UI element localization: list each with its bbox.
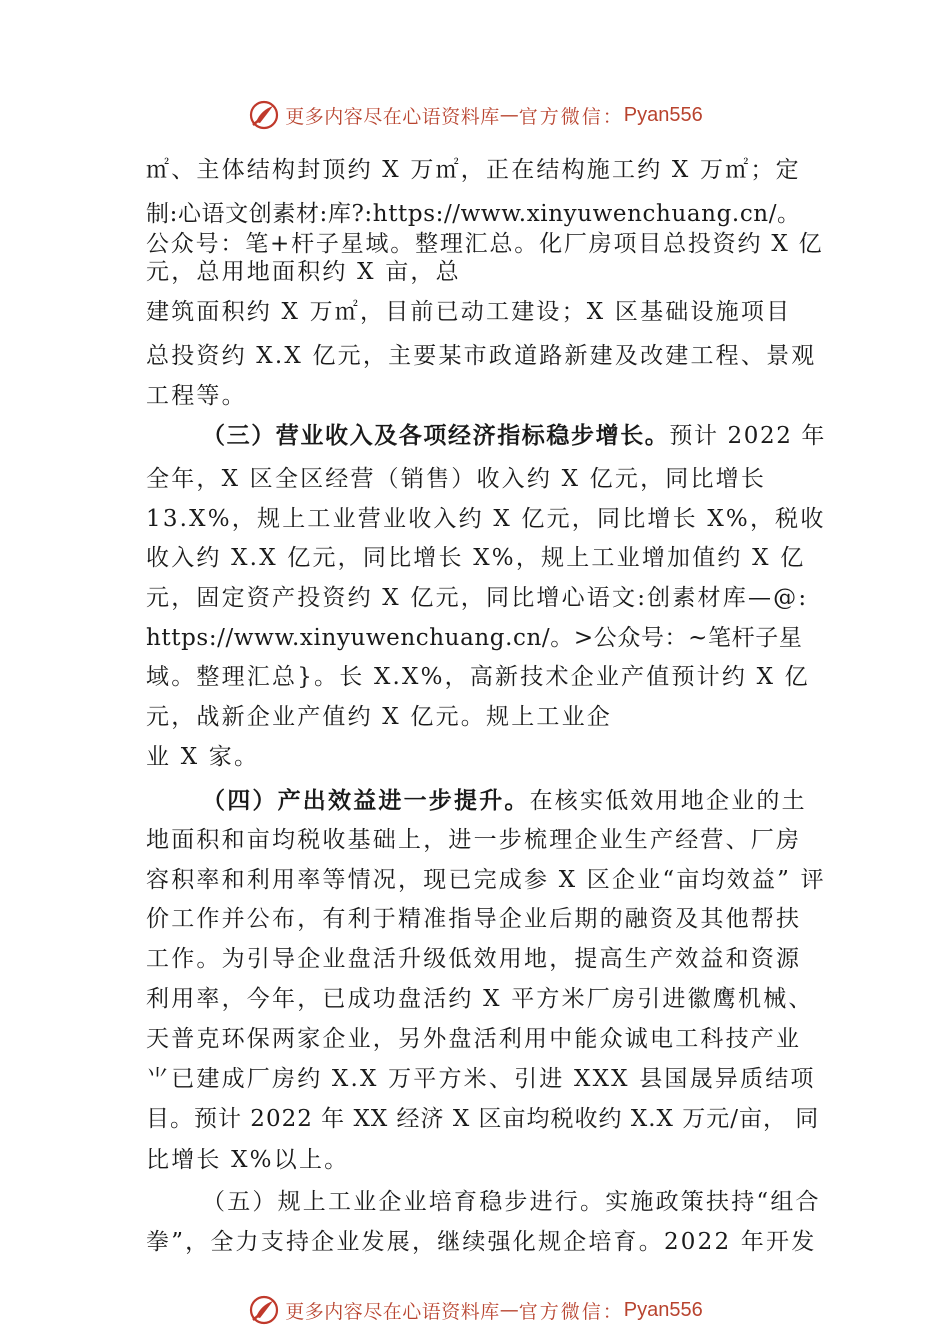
- body-line: 元，固定资产投资约 X 亿元，同比增心语文:创素材库—@:: [146, 585, 809, 611]
- body-text: 在核实低效用地企业的土: [529, 788, 807, 814]
- body-line: 利用率，今年，已成功盘活约 X 平方米厂房引进徽鹰机械、: [146, 986, 814, 1012]
- brush-logo-icon: [247, 1293, 281, 1327]
- body-line: 地面积和亩均税收基础上，进一步梳理企业生产经营、厂房: [146, 827, 802, 853]
- body-line: 价工作并公布，有利于精准指导企业后期的融资及其他帮扶: [146, 906, 802, 932]
- body-line: ⺌已建成厂房约 X.X 万平方米、引进 XXX 县国晟异质结项: [146, 1066, 816, 1092]
- body-line: 收入约 X.X 亿元，同比增长 X%，规上工业增加值约 X 亿: [146, 545, 806, 571]
- body-line: ㎡、主体结构封顶约 X 万㎡，正在结构施工约 X 万㎡；定: [146, 157, 801, 183]
- body-line: 目。预计 2022 年 XX 经济 X 区亩均税收约 X.X 万元/亩， 同: [146, 1106, 820, 1132]
- body-line: https://www.xinyuwenchuang.cn/。>公众号：~笔杆子星: [146, 625, 803, 651]
- paragraph-3-line: [202, 422, 826, 450]
- body-line: 天普克环保两家企业，另外盘活利用中能众诚电工科技产业: [146, 1026, 802, 1052]
- body-line: 工作。为引导企业盘活升级低效用地，提高生产效益和资源: [146, 946, 802, 972]
- body-line: 公众号：笔+杆子星域。整理汇总。化厂房项目总投资约 X 亿: [146, 231, 824, 257]
- body-line: 域。整理汇总}。长 X.X%，高新技术企业产值预计约 X 亿: [146, 664, 810, 690]
- banner-text: 更多内容尽在心语资料库: [285, 105, 500, 128]
- banner-text: 更多内容尽在心语资料库: [285, 1300, 500, 1323]
- paragraph-5-heading: （五）规上工业企业培育稳步进行。实施政策扶持“组合: [202, 1189, 821, 1215]
- body-line: 制:心语文创素材:库?:https://www.xinyuwenchuang.cn/。: [146, 201, 801, 227]
- body-line: 工程等。: [146, 383, 247, 409]
- banner-separator: —: [499, 1299, 519, 1321]
- body-line: 元，战新企业产值约 X 亿元。规上工业企: [146, 704, 612, 730]
- body-text: 预计 2022 年: [669, 423, 826, 449]
- heading-section-4: （四）产出效益进一步提升。: [202, 787, 530, 814]
- body-line: 建筑面积约 X 万㎡，目前已动工建设；X 区基础设施项目: [146, 299, 792, 325]
- banner-wechat-id: Pyan556: [623, 1298, 703, 1321]
- body-line: 总投资约 X.X 亿元，主要某市政道路新建及改建工程、景观: [146, 343, 817, 369]
- brush-logo-icon: [247, 98, 281, 132]
- body-line: 比增长 X%以上。: [146, 1147, 350, 1173]
- banner-wechat-id: Pyan556: [623, 103, 703, 126]
- banner-separator: —: [499, 104, 519, 126]
- body-line: 拳”，全力支持企业发展，继续强化规企培育。2022 年开发: [146, 1229, 817, 1255]
- banner-wechat-label: 官方微信：: [518, 1300, 624, 1323]
- banner-wechat-label: 官方微信：: [518, 105, 624, 128]
- header-banner: [0, 95, 950, 135]
- body-line: 容积率和利用率等情况，现已完成参 X 区企业“亩均效益” 评: [146, 867, 826, 893]
- body-line: 13.X%，规上工业营业收入约 X 亿元，同比增长 X%，税收: [146, 506, 826, 532]
- body-line: 元，总用地面积约 X 亩，总: [146, 259, 461, 285]
- body-line: 全年，X 区全区经营（销售）收入约 X 亿元，同比增长: [146, 466, 767, 492]
- footer-banner: [0, 1290, 950, 1330]
- paragraph-4-line: [202, 787, 807, 815]
- body-line: 业 X 家。: [146, 744, 260, 770]
- heading-section-3: （三）营业收入及各项经济指标稳步增长。: [202, 422, 670, 449]
